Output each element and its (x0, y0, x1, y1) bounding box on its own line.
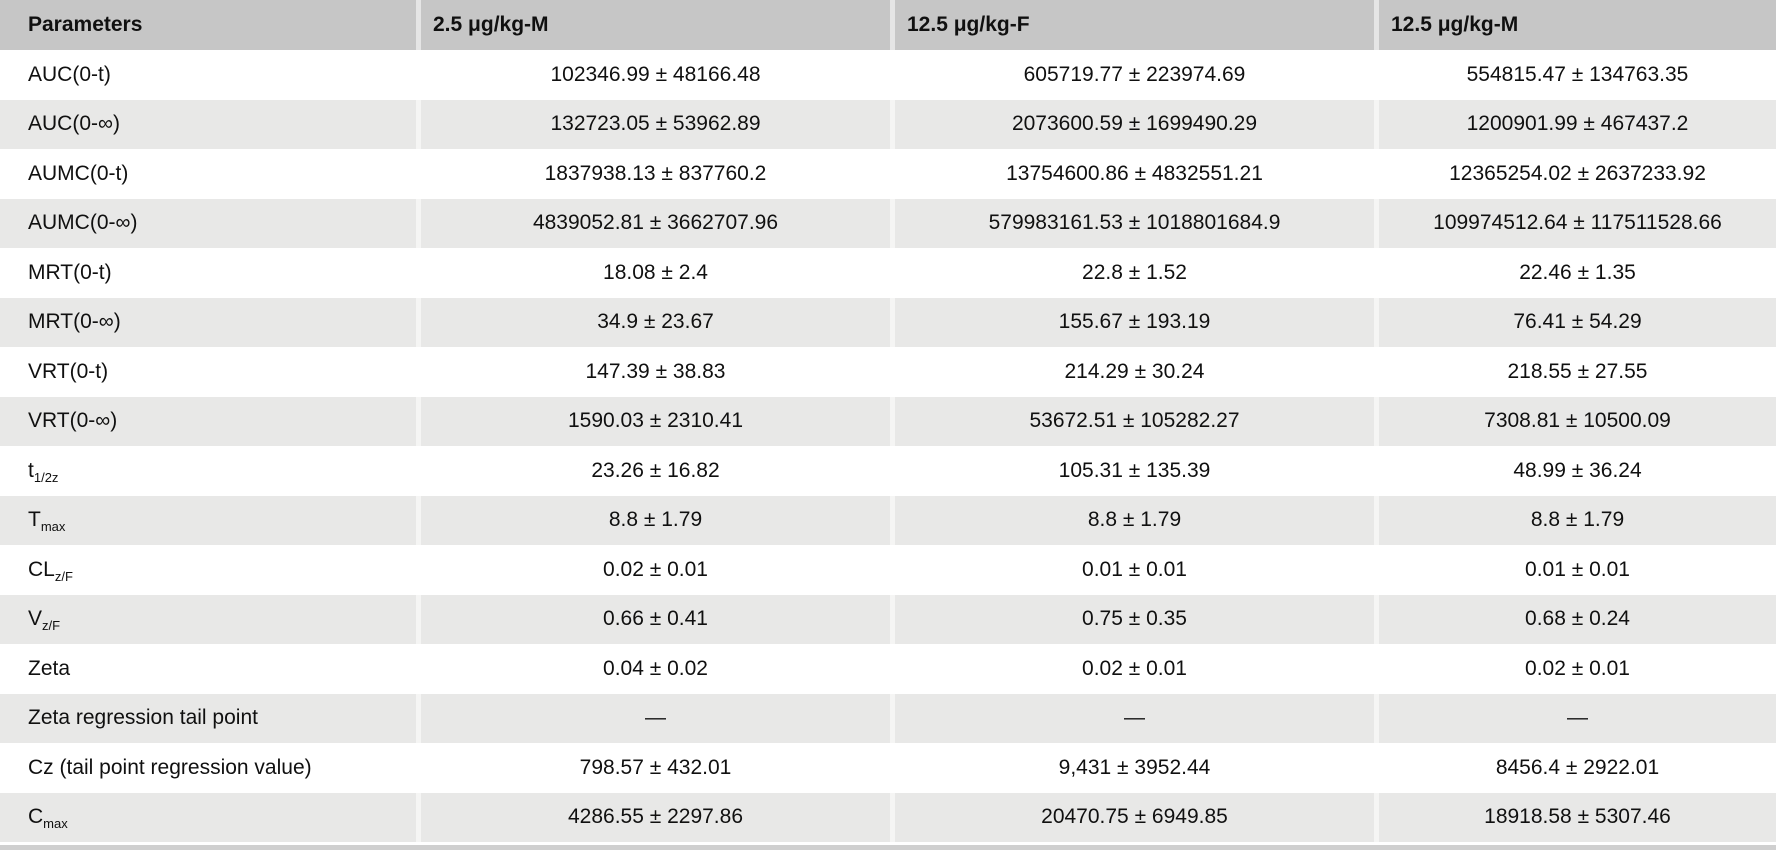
table-row (0, 50, 1776, 100)
parameter-label: $C_{max}$ (28, 805, 68, 832)
table-header (0, 0, 1776, 50)
value-cell: 0.01 ± 0.01 (1374, 545, 1776, 595)
value-cell: 0.02 ± 0.01 (890, 644, 1374, 694)
table-row (0, 644, 1776, 694)
value-cell: 18.08 ± 2.4 (416, 248, 890, 298)
table-row (0, 347, 1776, 397)
parameter-label: $t_{1/2z}$ (28, 458, 59, 485)
parameter-label: $V_{z/F}$ (28, 607, 61, 634)
table-row (0, 496, 1776, 546)
column-header-parameters: Parameters (0, 0, 416, 50)
value-cell: 155.67 ± 193.19 (890, 298, 1374, 348)
table-row (0, 149, 1776, 199)
value-cell: — (416, 694, 890, 744)
value-cell: 798.57 ± 432.01 (416, 743, 890, 793)
parameter-label: MRT(0-t) (28, 260, 112, 284)
table-row (0, 397, 1776, 447)
parameter-label: VRT(0-t) (28, 359, 109, 383)
parameter-subscript: max (43, 816, 68, 832)
table-row (0, 100, 1776, 150)
value-cell: 22.46 ± 1.35 (1374, 248, 1776, 298)
value-cell: 1837938.13 ± 837760.2 (416, 149, 890, 199)
parameter-subscript: 1/2z (33, 469, 59, 485)
table-row (0, 199, 1776, 249)
value-cell: 4286.55 ± 2297.86 (416, 793, 890, 843)
table-row (0, 793, 1776, 843)
value-cell: 605719.77 ± 223974.69 (890, 50, 1374, 100)
value-cell: 0.04 ± 0.02 (416, 644, 890, 694)
value-cell: 1590.03 ± 2310.41 (416, 397, 890, 447)
table-row (0, 545, 1776, 595)
value-cell: 22.8 ± 1.52 (890, 248, 1374, 298)
column-header-dose-12-5-f: 12.5 μg/kg-F (890, 0, 1374, 50)
value-cell: 8.8 ± 1.79 (416, 496, 890, 546)
parameter-label: MRT(0-∞) (28, 310, 121, 334)
table-row (0, 694, 1776, 744)
value-cell: 218.55 ± 27.55 (1374, 347, 1776, 397)
value-cell: — (1374, 694, 1776, 744)
value-cell: 8.8 ± 1.79 (1374, 496, 1776, 546)
value-cell: 0.02 ± 0.01 (416, 545, 890, 595)
value-cell: 0.66 ± 0.41 (416, 595, 890, 645)
value-cell: 4839052.81 ± 3662707.96 (416, 199, 890, 249)
parameter-label: $T_{max}$ (28, 508, 66, 535)
value-cell: 23.26 ± 16.82 (416, 446, 890, 496)
column-header-dose-12-5-m: 12.5 μg/kg-M (1374, 0, 1776, 50)
table-bottom-border (0, 845, 1776, 850)
column-header-dose-2-5-m: 2.5 μg/kg-M (416, 0, 890, 50)
table-row (0, 743, 1776, 793)
parameter-subscript: z/F (54, 568, 73, 584)
value-cell: 102346.99 ± 48166.48 (416, 50, 890, 100)
value-cell: 1200901.99 ± 467437.2 (1374, 100, 1776, 150)
parameter-label: Zeta regression tail point (28, 706, 258, 730)
value-cell: 214.29 ± 30.24 (890, 347, 1374, 397)
value-cell: 8.8 ± 1.79 (890, 496, 1374, 546)
parameter-label: AUMC(0-t) (28, 161, 129, 185)
value-cell: 2073600.59 ± 1699490.29 (890, 100, 1374, 150)
parameter-label: AUC(0-∞) (28, 112, 120, 136)
value-cell: 579983161.53 ± 1018801684.9 (890, 199, 1374, 249)
table-row (0, 446, 1776, 496)
value-cell: — (890, 694, 1374, 744)
table-row (0, 298, 1776, 348)
value-cell: 12365254.02 ± 2637233.92 (1374, 149, 1776, 199)
value-cell: 0.02 ± 0.01 (1374, 644, 1776, 694)
header-row (0, 0, 1776, 50)
value-cell: 554815.47 ± 134763.35 (1374, 50, 1776, 100)
value-cell: 132723.05 ± 53962.89 (416, 100, 890, 150)
table-body (0, 50, 1776, 842)
table-row (0, 595, 1776, 645)
value-cell: 7308.81 ± 10500.09 (1374, 397, 1776, 447)
value-cell: 0.75 ± 0.35 (890, 595, 1374, 645)
parameter-label: Cz (tail point regression value) (28, 755, 312, 779)
parameter-label: AUMC(0-∞) (28, 211, 138, 235)
parameter-subscript: z/F (42, 618, 61, 634)
table-row (0, 248, 1776, 298)
value-cell: 8456.4 ± 2922.01 (1374, 743, 1776, 793)
value-cell: 9,431 ± 3952.44 (890, 743, 1374, 793)
parameter-label: $CL_{z/F}$ (28, 557, 73, 584)
parameter-subscript: max (40, 519, 66, 535)
value-cell: 48.99 ± 36.24 (1374, 446, 1776, 496)
value-cell: 53672.51 ± 105282.27 (890, 397, 1374, 447)
value-cell: 34.9 ± 23.67 (416, 298, 890, 348)
parameter-label: AUC(0-t) (28, 62, 111, 86)
value-cell: 105.31 ± 135.39 (890, 446, 1374, 496)
value-cell: 20470.75 ± 6949.85 (890, 793, 1374, 843)
value-cell: 76.41 ± 54.29 (1374, 298, 1776, 348)
value-cell: 109974512.64 ± 117511528.66 (1374, 199, 1776, 249)
parameter-label: VRT(0-∞) (28, 409, 118, 433)
value-cell: 18918.58 ± 5307.46 (1374, 793, 1776, 843)
value-cell: 0.68 ± 0.24 (1374, 595, 1776, 645)
value-cell: 147.39 ± 38.83 (416, 347, 890, 397)
value-cell: 13754600.86 ± 4832551.21 (890, 149, 1374, 199)
value-cell: 0.01 ± 0.01 (890, 545, 1374, 595)
parameter-label: Zeta (28, 656, 71, 680)
